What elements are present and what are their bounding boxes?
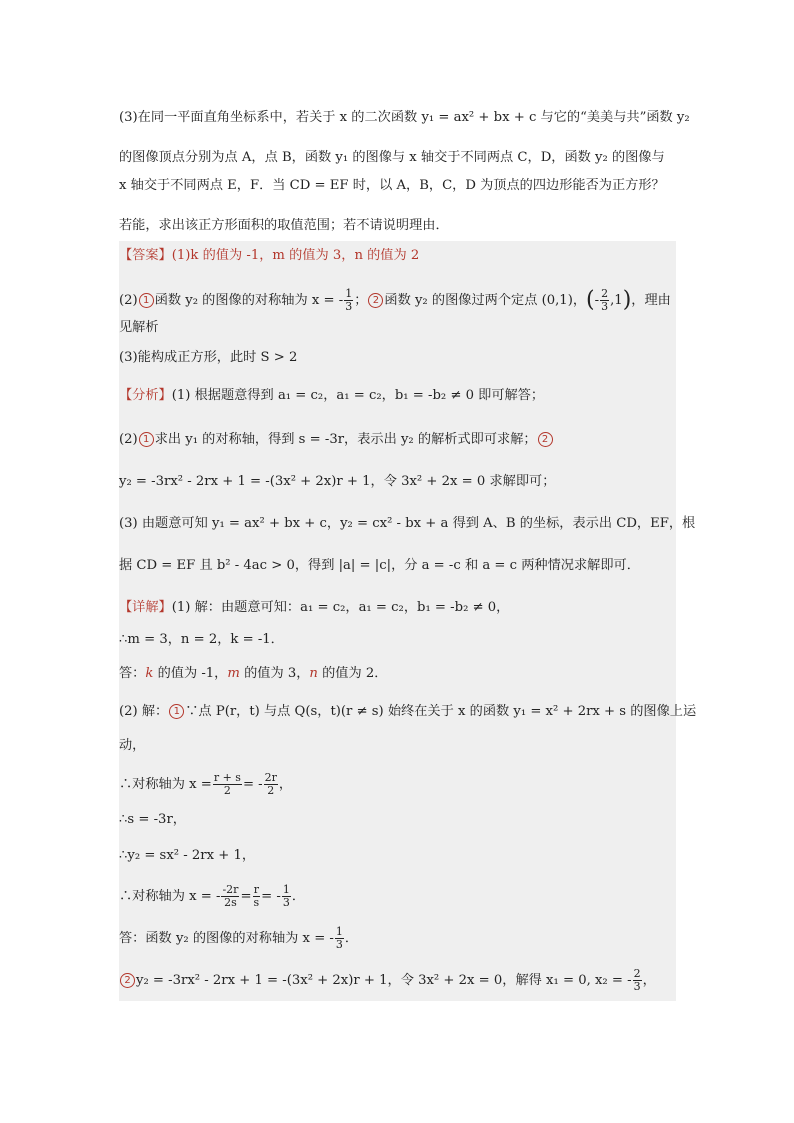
answer-line-1 — [119, 246, 676, 266]
detail-line-8: ∴y₂ = sx² - 2rx + 1， — [119, 848, 256, 863]
fraction: $\frac{1}{3}$ — [345, 287, 353, 313]
analysis-line-2: (2) 1 求出 y₁ 的对称轴，得到 s = -3r，表示出 y₂ 的解析式即可求解； 2 — [119, 430, 676, 450]
detail-line-4: (2) 解： 1 ∵点 P(r，t) 与点 Q(s，t)(r ≠ s) 始终在关于 x 的函数 y₁ = x² + 2rx + s 的图像上运 — [119, 704, 697, 719]
detail-line-3: 答：k 的值为 -1，m 的值为 3，n 的值为 2． — [119, 666, 388, 681]
circled-two-icon: 2 — [120, 973, 135, 988]
fraction: $\frac{r + s}{2}$ — [213, 771, 241, 797]
answer-k: (1)k 的值为 -1， — [171, 248, 273, 263]
detail-tag: 【详解】 — [119, 600, 172, 615]
problem-line-4: 若能，求出该正方形面积的取值范围；若不请说明理由． — [119, 218, 449, 233]
detail-line-7: ∴s = -3r， — [119, 812, 186, 827]
answer-m: m 的值为 3， — [272, 248, 355, 263]
analysis-tag: 【分析】 — [119, 388, 172, 403]
fraction: $\frac{r}{s}$ — [253, 883, 260, 909]
circled-two-icon: 2 — [538, 432, 553, 447]
circled-one-icon: 1 — [139, 293, 154, 308]
fraction: $\frac{1}{3}$ — [335, 925, 343, 951]
fraction: $\frac{-2r}{2s}$ — [222, 883, 239, 909]
detail-line-1: 【详解】(1) 解：由题意可知：a₁ = c₂，a₁ = c₂，b₁ = -b₂ ≠ 0， — [119, 600, 510, 615]
detail-line-2: ∴m = 3，n = 2，k = -1． — [119, 632, 284, 647]
problem-line-2: 的图像顶点分别为点 A，点 B，函数 y₁ 的图像与 x 轴交于不同两点 C，D，函数 y₂ 的图像与 — [119, 150, 665, 165]
analysis-line-5: 据 CD = EF 且 b² - 4ac > 0，得到 |a| = |c|，分 a = -c 和 a = c 两种情况求解即可． — [119, 558, 640, 573]
fraction: $\frac{2}{3}$ — [633, 967, 641, 993]
circled-two-icon: 2 — [368, 293, 383, 308]
answer-line-3: 见解析 — [119, 320, 159, 335]
analysis-line-1: 【分析】(1) 根据题意得到 a₁ = c₂，a₁ = c₂，b₁ = -b₂ ≠ 0 即可解答； — [119, 388, 545, 403]
analysis-line-4: (3) 由题意可知 y₁ = ax² + bx + c，y₂ = cx² - bx + a 得到 A、B 的坐标，表示出 CD，EF，根 — [119, 516, 696, 531]
analysis-line-3: y₂ = -3rx² - 2rx + 1 = -(3x² + 2x)r + 1，令 3x² + 2x = 0 求解即可； — [119, 474, 556, 489]
detail-line-6: ∴对称轴为 x = $\frac{r + s}{2}$ = - $\frac{2r}{2}$ ， — [119, 771, 293, 797]
circled-one-icon: 1 — [139, 432, 154, 447]
answer-line-2: (2) 1 函数 y₂ 的图像的对称轴为 x = - $\frac{1}{3}$ ； 2 函数 y₂ 的图像过两个定点 (0,1)，(- $\frac{2}{3}$ ,1)，理由 — [119, 287, 671, 313]
answer-tag: 【答案】 — [119, 248, 172, 263]
detail-line-9: ∴对称轴为 x = - $\frac{-2r}{2s}$ = $\frac{r}{s}$ = - $\frac{1}{3}$ ． — [119, 883, 306, 909]
fraction: $\frac{1}{3}$ — [282, 883, 290, 909]
answer-line-4: (3)能构成正方形，此时 S > 2 — [119, 350, 298, 365]
problem-line-1: (3)在同一平面直角坐标系中，若关于 x 的二次函数 y₁ = ax² + bx + c 与它的“美美与共”函数 y₂ — [119, 110, 690, 125]
fraction: $\frac{2}{3}$ — [601, 287, 609, 313]
circled-one-icon: 1 — [169, 704, 184, 719]
answer-n: n 的值为 2 — [354, 248, 420, 263]
fraction: $\frac{2r}{2}$ — [264, 771, 277, 797]
problem-line-3: x 轴交于不同两点 E，F．当 CD = EF 时，以 A，B，C，D 为顶点的四边形能否为正方形？ — [119, 178, 665, 193]
detail-line-11: 2 y₂ = -3rx² - 2rx + 1 = -(3x² + 2x)r + 1，令 3x² + 2x = 0，解得 x₁ = 0, x₂ = - $\frac{2}{3}$ ， — [119, 968, 676, 993]
detail-line-5: 动， — [119, 738, 146, 753]
detail-line-10: 答：函数 y₂ 的图像的对称轴为 x = - $\frac{1}{3}$ ． — [119, 925, 359, 951]
